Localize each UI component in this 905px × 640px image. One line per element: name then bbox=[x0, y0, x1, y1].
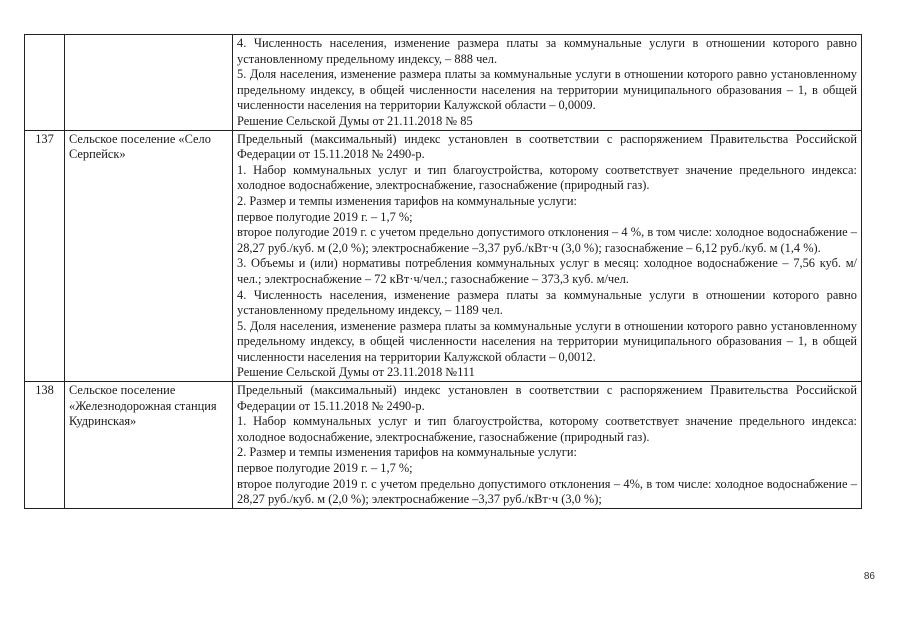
paragraph: 4. Численность населения, изменение размера платы за коммунальные услуги в отношении которого равно установленному предельному индексу, – 888 чел. bbox=[237, 36, 857, 66]
row-number: 138 bbox=[25, 382, 65, 509]
decision-reference: Решение Сельской Думы от 23.11.2018 №111 bbox=[237, 365, 475, 380]
paragraph: 3. Объемы и (или) нормативы потребления коммунальных услуг в месяц: холодное водоснабжение – 7,56 куб. м/чел.; электроснабжение – 72 кВт·ч/чел.; газоснабжение – 373,3 куб. м/чел. bbox=[237, 256, 857, 286]
paragraph: 1. Набор коммунальных услуг и тип благоустройства, которому соответствует значение предельного индекса: холодное водоснабжение, электроснабжение, газоснабжение (природный газ). bbox=[237, 414, 857, 444]
settlement-name bbox=[65, 35, 233, 131]
paragraph: второе полугодие 2019 г. с учетом предельно допустимого отклонения – 4%, в том числе: холодное водоснабжение – 28,27 руб./куб. м (2,0 %); электроснабжение –3,37 руб./кВт·ч (3,0 %); bbox=[237, 476, 857, 507]
paragraph: второе полугодие 2019 г. с учетом предельно допустимого отклонения – 4 %, в том числе: холодное водоснабжение – 28,27 руб./куб. м (2,0 %); электроснабжение –3,37 руб./кВт·ч (3,0 %); газоснабжение – 6,12 руб./куб. м (1,4 %). bbox=[237, 225, 857, 255]
row-number: 137 bbox=[25, 130, 65, 382]
paragraph: первое полугодие 2019 г. – 1,7 %; bbox=[237, 209, 413, 224]
table-row bbox=[25, 382, 862, 509]
paragraph: 2. Размер и темпы изменения тарифов на коммунальные услуги: bbox=[237, 445, 577, 460]
settlement-name: Сельское поселение «Железнодорожная станция Кудринская» bbox=[65, 382, 233, 509]
decision-reference: Решение Сельской Думы от 21.11.2018 № 85 bbox=[237, 113, 473, 128]
settlement-name: Сельское поселение «Село Серпейск» bbox=[65, 130, 233, 382]
row-number bbox=[25, 35, 65, 131]
paragraph: первое полугодие 2019 г. – 1,7 %; bbox=[237, 461, 413, 476]
paragraph: 5. Доля населения, изменение размера платы за коммунальные услуги в отношении которого равно установленному предельному индексу, в общей численности населения на территории муниципального образования – 1, в общей численности населения на территории Калужской области – 0,0012. bbox=[237, 318, 857, 364]
decision-text bbox=[233, 130, 862, 382]
paragraph: Предельный (максимальный) индекс установлен в соответствии с распоряжением Правительства Российской Федерации от 15.11.2018 № 2490-р. bbox=[237, 383, 857, 413]
table-row bbox=[25, 35, 862, 131]
table-row bbox=[25, 130, 862, 382]
decision-text bbox=[233, 35, 862, 131]
decision-text bbox=[233, 382, 862, 509]
page-number: 86 bbox=[863, 571, 875, 582]
paragraph: 2. Размер и темпы изменения тарифов на коммунальные услуги: bbox=[237, 193, 577, 208]
paragraph: 4. Численность населения, изменение размера платы за коммунальные услуги в отношении которого равно установленному предельному индексу, – 1189 чел. bbox=[237, 287, 857, 318]
settlements-table bbox=[24, 34, 862, 509]
paragraph: 5. Доля населения, изменение размера платы за коммунальные услуги в отношении которого равно установленному предельному индексу, в общей численности населения на территории муниципального образования – 1, в общей численности населения на территории Калужской области – 0,0009. bbox=[237, 67, 857, 113]
paragraph: Предельный (максимальный) индекс установлен в соответствии с распоряжением Правительства Российской Федерации от 15.11.2018 № 2490-р. bbox=[237, 131, 857, 162]
paragraph: 1. Набор коммунальных услуг и тип благоустройства, которому соответствует значение предельного индекса: холодное водоснабжение, электроснабжение, газоснабжение (природный газ). bbox=[237, 162, 857, 193]
